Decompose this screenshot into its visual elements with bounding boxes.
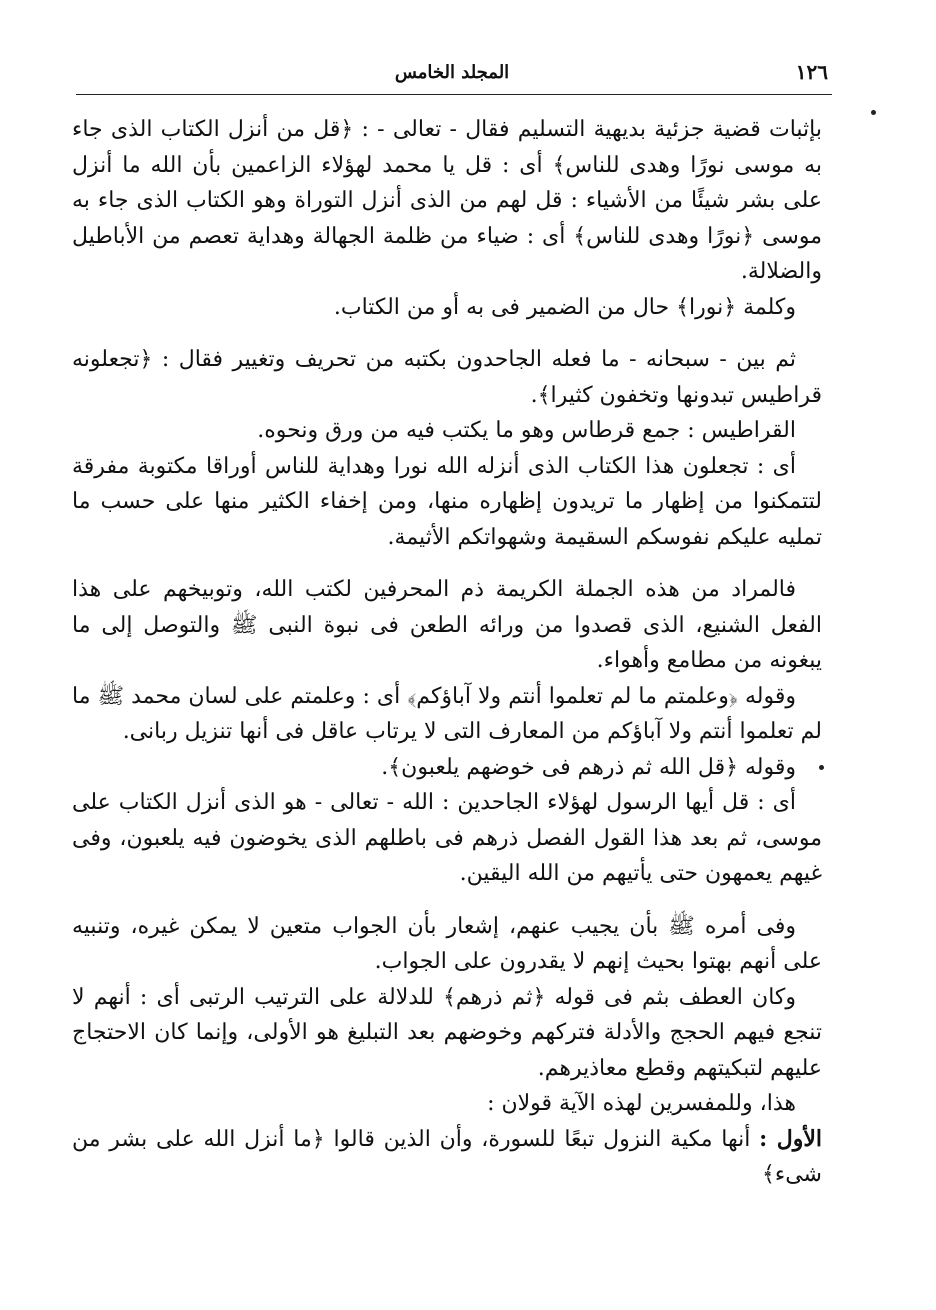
paragraph: وقوله ﴿وعلمتم ما لم تعلموا أنتم ولا آباؤكم﴾ أى : وعلمتم على لسان محمد ﷺ ما لم تعلموا أنتم ولا آباؤكم من المعارف التى لا يرتاب عاقل فى أنها تنزيل ربانى. — [72, 683, 822, 744]
paragraph: القراطيس : جمع قرطاس وهو ما يكتب فيه من ورق ونحوه. — [257, 418, 796, 443]
paragraph: الأول : أنها مكية النزول تبعًا للسورة، وأن الذين قالوا ﴿ما أنزل الله على بشر من شىء﴾ — [72, 1125, 822, 1187]
body-text — [72, 112, 822, 1193]
paragraph: أى : قل أيها الرسول لهؤلاء الجاحدين : الله - تعالى - هو الذى أنزل الكتاب على موسى، ثم بعد هذا القول الفصل ذرهم فى باطلهم الذى يخوضون فيه يلعبون، وفى غيهم يعمهون حتى يأتيهم من الله اليقين. — [72, 790, 822, 886]
paragraph: بإثبات قضية جزئية بديهية التسليم فقال - تعالى - : ﴿قل من أنزل الكتاب الذى جاء به موسى نورًا وهدى للناس﴾ أى : قل يا محمد لهؤلاء الزاعمين بأن الله ما أنزل على بشر شيئًا من الأشياء : قل لهم من الذى أنزل التوراة وهو الكتاب الذى جاء به موسى ﴿نورًا وهدى للناس﴾ أى : ضياء من ظلمة الجهالة وهداية تعصم من الأباطيل والضلالة. — [72, 117, 822, 284]
header-rule — [76, 94, 832, 95]
page-number: ١٢٦ — [795, 60, 828, 84]
paragraph: فالمراد من هذه الجملة الكريمة ذم المحرفين لكتب الله، وتوبيخهم على هذا الفعل الشنيع، الذى قصدوا من ورائه الطعن فى نبوة النبى ﷺ والتوصل إلى ما يبغونه من مطامع وأهواء. — [72, 577, 822, 673]
paragraph: ثم بين - سبحانه - ما فعله الجاحدون بكتبه من تحريف وتغيير فقال : ﴿تجعلونه قراطيس تبدونها وتخفون كثيرا﴾. — [72, 347, 822, 408]
page-header — [76, 60, 828, 90]
paragraph: وكلمة ﴿نورا﴾ حال من الضمير فى به أو من الكتاب. — [333, 294, 796, 320]
paragraph: وقوله ﴿قل الله ثم ذرهم فى خوضهم يلعبون﴾. — [381, 754, 796, 780]
paragraph: وكان العطف بثم فى قوله ﴿ثم ذرهم﴾ للدلالة على الترتيب الرتبى أى : أنهم لا تنجع فيهم الحجج والأدلة فتركهم وخوضهم بعد التبليغ هو الأولى، وإنما كان الاحتجاج عليهم لتبكيتهم وقطع معاذيرهم. — [72, 984, 822, 1081]
running-head: المجلد الخامس — [394, 62, 510, 83]
margin-dot — [871, 110, 876, 115]
paragraph-lead: الأول : — [759, 1125, 822, 1152]
paragraph: أى : تجعلون هذا الكتاب الذى أنزله الله نورا وهداية للناس أوراقا مكتوبة مفرقة لتتمكنوا من إظهار ما تريدون إظهاره منها، ومن إخفاء الكثير منها على حسب ما تمليه عليكم نفوسكم السقيمة وشهواتكم الأثيمة. — [72, 453, 822, 550]
paragraph: هذا، وللمفسرين لهذه الآية قولان : — [487, 1091, 796, 1116]
paragraph: وفى أمره ﷺ بأن يجيب عنهم، إشعار بأن الجواب متعين لا يمكن غيره، وتنبيه على أنهم بهتوا بحيث إنهم لا يقدرون على الجواب. — [72, 913, 822, 974]
